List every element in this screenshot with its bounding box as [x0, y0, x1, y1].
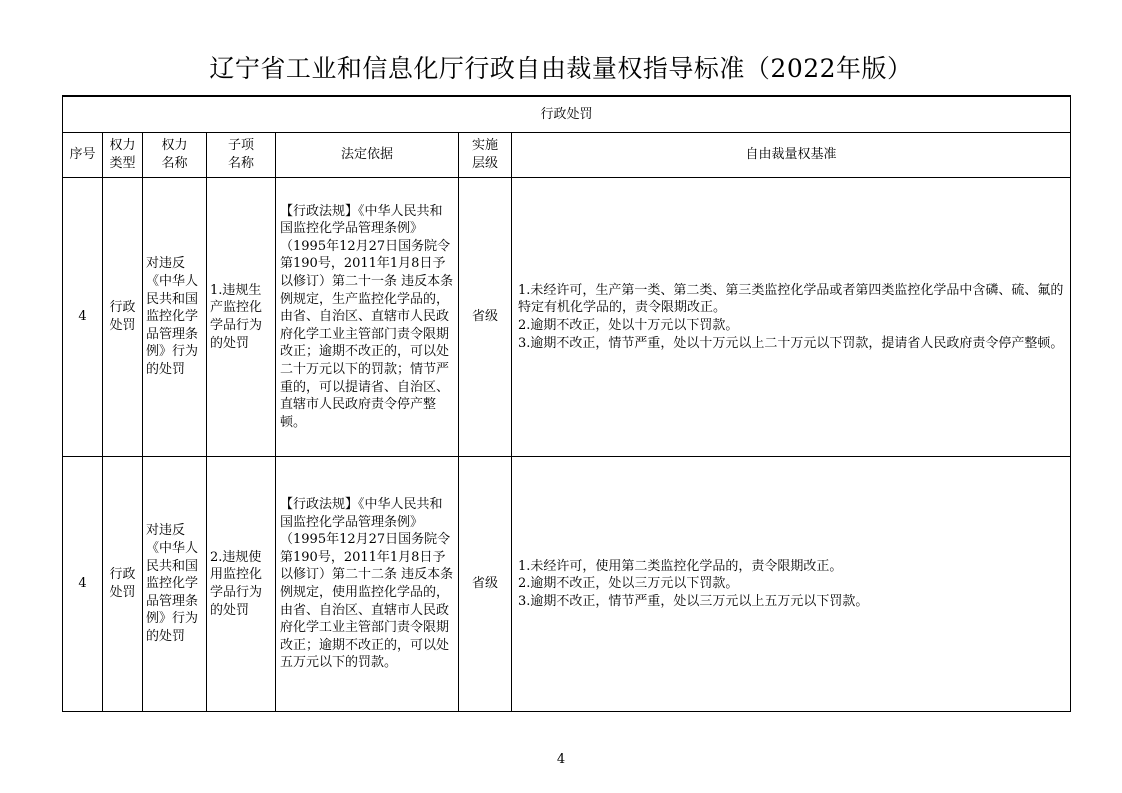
cell-level: 省级 [459, 178, 512, 457]
header-power-name [143, 133, 207, 178]
standard-item: 2.逾期不改正，处以十万元以下罚款。 [518, 318, 739, 333]
cell-level: 省级 [459, 457, 512, 712]
header-legal-basis: 法定依据 [276, 133, 459, 178]
table-row [63, 178, 1071, 457]
header-power-type: 权力类型 [103, 133, 143, 178]
cell-sub-item: 1.违规生产监控化学品行为的处罚 [207, 178, 276, 457]
cell-standard [512, 457, 1071, 712]
cell-legal-basis: 【行政法规】《中华人民共和国监控化学品管理条例》（1995年12月27日国务院令第190号，2011年1月8日予以修订）第二十一条 违反本条例规定，生产监控化学品的，由省、自治区、直辖市人民政府化学工业主管部门责令限期改正；逾期不改正的，可以处二十万元以下的罚款；情节严重的，可以提请省、自治区、直辖市人民政府责令停产整顿。 [276, 178, 459, 457]
header-power-name-text: 权力名称 [161, 138, 188, 171]
standard-item: 3.逾期不改正，情节严重，处以三万元以上五万元以下罚款。 [518, 593, 869, 609]
cell-sub-item: 2.违规使用监控化学品行为的处罚 [207, 457, 276, 712]
cell-power-name: 对违反《中华人民共和国监控化学品管理条例》行为的处罚 [143, 457, 207, 712]
standard-item: 3.逾期不改正，情节严重，处以十万元以上二十万元以下罚款，提请省人民政府责令停产整顿。 [518, 335, 1064, 351]
document-title: 辽宁省工业和信息化厅行政自由裁量权指导标准（2022年版） [209, 54, 913, 83]
cell-seq: 4 [63, 457, 103, 712]
cell-power-type [103, 178, 143, 457]
discretion-standard-table [62, 95, 1071, 712]
section-header-row [63, 96, 1071, 133]
column-header-row [63, 133, 1071, 178]
standard-item: 1.未经许可，使用第二类监控化学品的，责令限期改正。 [518, 558, 843, 574]
cell-power-type [103, 457, 143, 712]
section-title: 行政处罚 [63, 96, 1071, 133]
table-row [63, 457, 1071, 712]
header-seq: 序号 [63, 133, 103, 178]
header-sub-item-text: 子项名称 [227, 138, 254, 171]
cell-power-type-text: 行政处罚 [109, 300, 136, 333]
header-sub-item [207, 133, 276, 178]
standard-item: 2.逾期不改正，处以三万元以下罚款。 [518, 576, 739, 592]
page-number: 4 [556, 752, 566, 767]
cell-legal-basis: 【行政法规】《中华人民共和国监控化学品管理条例》（1995年12月27日国务院令第190号，2011年1月8日予以修订）第二十二条 违反本条例规定，使用监控化学品的，由省、自治区、直辖市人民政府化学工业主管部门责令限期改正；逾期不改正的，可以处五万元以下的罚款。 [276, 457, 459, 712]
cell-power-name: 对违反《中华人民共和国监控化学品管理条例》行为的处罚 [143, 178, 207, 457]
header-level [459, 133, 512, 178]
header-standard: 自由裁量权基准 [512, 133, 1071, 178]
cell-standard [512, 178, 1071, 457]
header-level-text: 实施层级 [471, 138, 498, 171]
standard-item: 1.未经许可，生产第一类、第二类、第三类监控化学品或者第四类监控化学品中含磷、硫、氟的特定有机化学品的，责令限期改正。 [518, 282, 1064, 316]
cell-seq: 4 [63, 178, 103, 457]
cell-power-type-text: 行政处罚 [109, 567, 136, 600]
